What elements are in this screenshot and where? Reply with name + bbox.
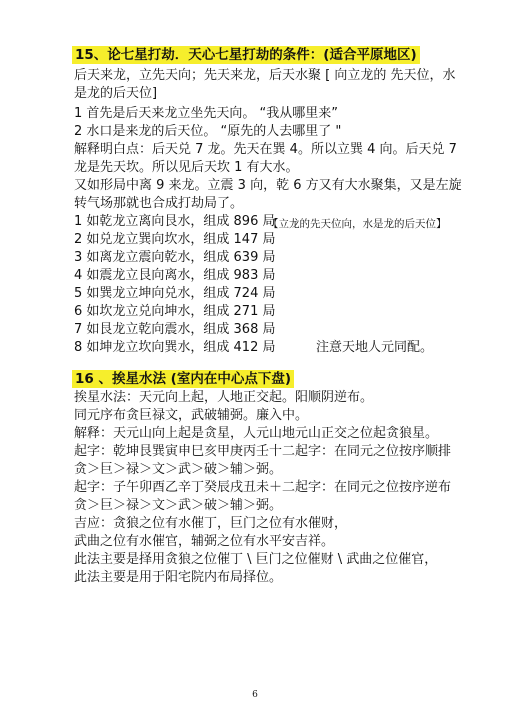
combo-remark: 注意天地人元同配。 [316,340,434,355]
section-15-line-6: 龙是先天坎。所以见后天坎 1 有大水。 [74,160,299,175]
section-15-line-8: 转气场那就也合成打劫局了。 [74,196,244,211]
section-16-line-4: 起字：乾坤艮巽寅申巳亥甲庚丙壬十二起字：在同元之位按序顺排 [74,444,452,459]
combo-line-5: 5 如巽龙立坤向兑水，组成 724 局 [74,286,276,301]
combo-line-6: 6 如坎龙立兑向坤水，组成 271 局 [74,304,276,319]
section-15-line-7: 又如形局中离 9 来龙。立震 3 向，乾 6 方又有大水聚集，又是左旋 [74,178,462,193]
section-16-line-8: 吉应：贪狼之位有水催丁，巨门之位有水催财， [74,516,348,531]
section-16-heading: 16 、挨星水法 (室内在中心点下盘) [72,370,294,388]
section-15-line-3: 1 首先是后天来龙立坐先天向。 “我从哪里来” [74,106,339,121]
section-16-line-2: 同元序布贪巨禄文，武破辅弼。廉入中。 [74,408,309,423]
section-16-line-6: 起字：子午卯酉乙辛丁癸辰戌丑未＋二起字：在同元之位按序逆布 [74,480,452,495]
section-16-line-7: 贪＞巨＞禄＞文＞武＞破＞辅＞弼。 [74,498,283,513]
section-15-line-1: 后天来龙，立先天向；先天来龙，后天水聚 [ 向立龙的 先天位，水 [74,68,456,83]
section-16-line-1: 挨星水法：天元向上起，人地正交起。阳顺阴逆布。 [74,390,374,405]
section-15-heading: 15、论七星打劫．天心七星打劫的条件：(适合平原地区) [72,46,420,64]
page-number: 6 [252,690,258,700]
section-16-line-3: 解释：天元山向上起是贪星，人元山地元山正交之位起贪狼星。 [74,426,439,441]
section-15-line-2: 是龙的后天位] [74,86,158,101]
combo-line-8: 8 如坤龙立坎向巽水，组成 412 局 [74,340,276,355]
section-16-line-10: 此法主要是择用贪狼之位催丁 \ 巨门之位催财 \ 武曲之位催官， [74,552,438,567]
section-15-line-4: 2 水口是来龙的后天位。 “原先的人去哪里了 " [74,124,342,139]
combo-note: 【立龙的先天位向，水是龙的后天位】 [268,218,447,230]
combo-line-3: 3 如离龙立震向乾水，组成 639 局 [74,250,276,265]
section-16-line-11: 此法主要是用于阳宅院内布局择位。 [74,570,283,585]
combo-line-1: 1 如乾龙立离向艮水，组成 896 局 [74,214,276,229]
section-16-line-9: 武曲之位有水催官，辅弼之位有水平安吉祥。 [74,534,335,549]
combo-line-7: 7 如艮龙立乾向震水，组成 368 局 [74,322,276,337]
combo-line-4: 4 如震龙立艮向离水，组成 983 局 [74,268,276,283]
combo-line-2: 2 如兑龙立巽向坎水，组成 147 局 [74,232,276,247]
section-16-line-5: 贪＞巨＞禄＞文＞武＞破＞辅＞弼。 [74,462,283,477]
section-15-line-5: 解释明白点：后天兑 7 龙。先天在巽 4。所以立巽 4 向。后天兑 7 [74,142,457,157]
